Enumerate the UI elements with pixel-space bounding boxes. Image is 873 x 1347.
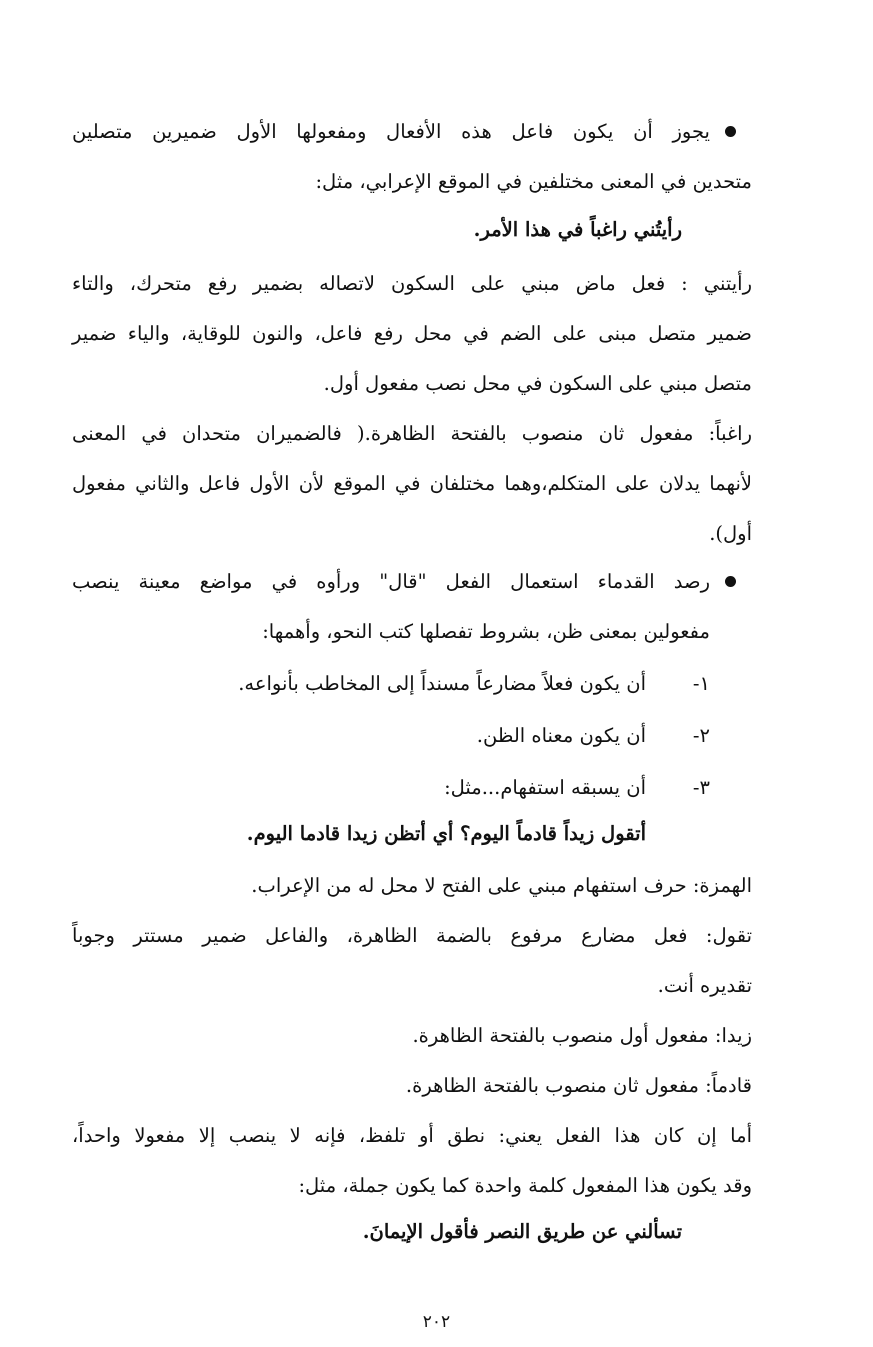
bullet-2-line-2: مفعولين بمعنى ظن، بشروط تفصلها كتب النحو، وأهمها:	[262, 620, 710, 643]
condition-text: أن يكون معناه الظن.	[476, 724, 646, 747]
example-sentence-3: تسألني عن طريق النصر فأقول الإيمانَ.	[362, 1220, 682, 1243]
example-sentence-2: أتقول زيداً قادماً اليوم؟ أي أتظن زيدا قادما اليوم.	[246, 822, 646, 845]
analysis-1-line-6: أول).	[709, 522, 752, 545]
bullet-2-line-1: رصد القدماء استعمال الفعل "قال" ورأوه في مواضع معينة ينصب	[72, 570, 710, 593]
condition-text: أن يكون فعلاً مضارعاً مسنداً إلى المخاطب بأنواعه.	[238, 672, 646, 695]
bullet-1-line-1: يجوز أن يكون فاعل هذه الأفعال ومفعولها الأول ضميرين متصلين	[72, 120, 710, 143]
analysis-2-line-4: زيدا: مفعول أول منصوب بالفتحة الظاهرة.	[412, 1024, 752, 1047]
analysis-2-line-3: تقديره أنت.	[657, 974, 752, 997]
page-body	[72, 108, 752, 1288]
bullet-marker	[725, 576, 736, 587]
analysis-2-line-2: تقول: فعل مضارع مرفوع بالضمة الظاهرة، والفاعل ضمير مستتر وجوباً	[72, 924, 752, 947]
analysis-1-line-1: رأيتني : فعل ماض مبني على السكون لاتصاله بضمير رفع متحرك، والتاء	[72, 272, 752, 295]
analysis-2-line-6: أما إن كان هذا الفعل يعني: نطق أو تلفظ، فإنه لا ينصب إلا مفعولا واحداً،	[72, 1124, 752, 1147]
analysis-1-line-5: لأنهما يدلان على المتكلم،وهما مختلفان في الموقع لأن الأول فاعل والثاني مفعول	[72, 472, 752, 495]
page-number: ٢٠٢	[422, 1312, 451, 1332]
analysis-1-line-2: ضمير متصل مبنى على الضم في محل رفع فاعل، والنون للوقاية، والياء ضمير	[72, 322, 752, 345]
condition-number: ٣-	[692, 776, 710, 799]
condition-number: ٢-	[692, 724, 710, 747]
example-sentence-1: رأيتُني راغباً في هذا الأمر.	[473, 218, 682, 241]
analysis-2-line-7: وقد يكون هذا المفعول كلمة واحدة كما يكون جملة، مثل:	[298, 1174, 752, 1197]
analysis-1-line-4: راغباً: مفعول ثان منصوب بالفتحة الظاهرة.( فالضميران متحدان في المعنى	[72, 422, 752, 445]
analysis-2-line-5: قادماً: مفعول ثان منصوب بالفتحة الظاهرة.	[405, 1074, 752, 1097]
bullet-1-line-2: متحدين في المعنى مختلفين في الموقع الإعرابي، مثل:	[315, 170, 752, 193]
analysis-1-line-3: متصل مبني على السكون في محل نصب مفعول أول.	[323, 372, 752, 395]
condition-text: أن يسبقه استفهام...مثل:	[444, 776, 646, 799]
condition-number: ١-	[692, 672, 710, 695]
analysis-2-line-1: الهمزة: حرف استفهام مبني على الفتح لا محل له من الإعراب.	[251, 874, 752, 897]
bullet-marker	[725, 126, 736, 137]
